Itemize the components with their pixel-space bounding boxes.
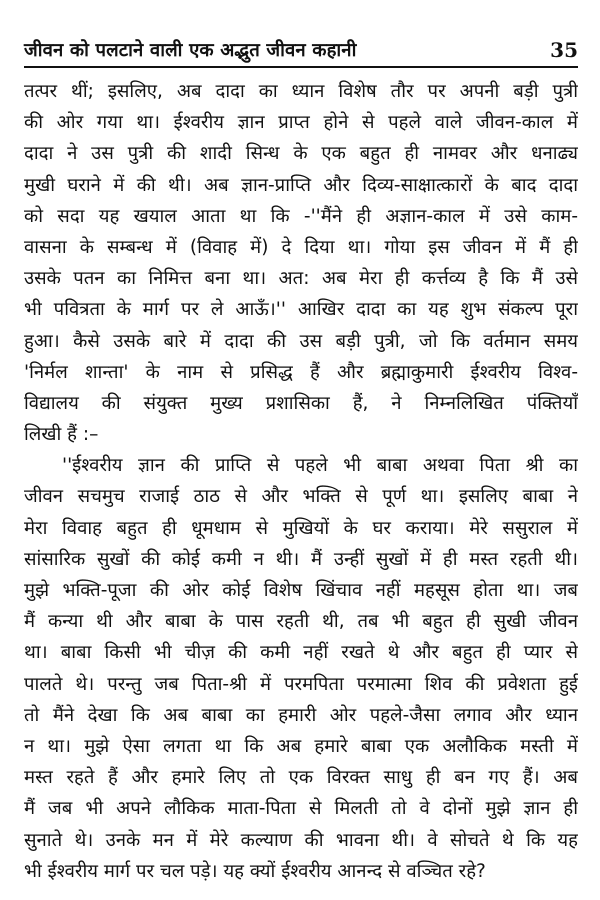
text-line: दादा ने उस पुत्री की शादी सिन्ध के एक बहुत ही नामवर और धनाढ्य [24, 143, 578, 165]
paragraph [24, 76, 578, 450]
text-line: तत्पर थीं; इसलिए, अब दादा का ध्यान विशेष तौर पर अपनी बड़ी पुत्री [24, 81, 578, 102]
text-line: मैं जब भी अपने लौकिक माता-पिता से मिलती तो वे दोनों मुझे ज्ञान ही [24, 798, 578, 820]
page-header [24, 22, 578, 68]
text-line: ''ईश्वरीय ज्ञान की प्राप्ति से पहले भी बाबा अथवा पिता श्री का [62, 455, 578, 477]
text-line: मुझे भक्ति-पूजा की ओर कोई विशेष खिंचाव नहीं महसूस होता था। जब [24, 580, 578, 601]
text-line: हुआ। कैसे उसके बारे में दादा की उस बड़ी पुत्री, जो कि वर्तमान समय [24, 330, 578, 352]
text-line: भी पवित्रता के मार्ग पर ले आऊँ।'' आखिर दादा का यह शुभ संकल्प पूरा [24, 299, 578, 321]
text-line: को सदा यह खयाल आता था कि -''मैंने ही अज्ञान-काल में उसे काम- [24, 205, 578, 227]
text-line: न था। मुझे ऐसा लगता था कि अब हमारे बाबा एक अलौकिक मस्ती में [24, 735, 578, 757]
text-line: जीवन सचमुच राजाई ठाठ से और भक्ति से पूर्ण था। इसलिए बाबा ने [24, 486, 578, 508]
text-line: वासना के सम्बन्ध में (विवाह में) दे दिया था। गोया इस जीवन में मैं ही [24, 236, 578, 258]
text-line: पालते थे। परन्तु जब पिता-श्री में परमपिता परमात्मा शिव की प्रवेशता हुई [24, 673, 578, 695]
text-line: मस्त रहते हैं और हमारे लिए तो एक विरक्त साधु ही बन गए हैं। अब [24, 767, 578, 789]
text-line: था। बाबा किसी भी चीज़ की कमी नहीं रखते थे और बहुत ही प्यार से [24, 642, 578, 664]
text-line: तो मैंने देखा कि अब बाबा का हमारी ओर पहले-जैसा लगाव और ध्यान [24, 704, 578, 726]
text-line: मैं कन्या थी और बाबा के पास रहती थी, तब भी बहुत ही सुखी जीवन [24, 611, 578, 633]
page-number: 35 [550, 38, 578, 62]
paragraph-container [24, 76, 578, 887]
text-line: लिखी हैं :– [24, 424, 99, 446]
text-line: मेरा विवाह बहुत ही धूमधाम से मुखियों के घर कराया। मेरे ससुराल में [24, 517, 578, 539]
text-line: 'निर्मल शान्ता' के नाम से प्रसिद्ध हैं और ब्रह्माकुमारी ईश्वरीय विश्व- [24, 361, 578, 383]
text-line: सांसारिक सुखों की कोई कमी न थी। मैं उन्हीं सुखों में ही मस्त रहती थी। [24, 548, 578, 570]
text-line: मुखी घराने में की थी। अब ज्ञान-प्राप्ति और दिव्य-साक्षात्कारों के बाद दादा [24, 174, 578, 196]
paragraph [24, 450, 578, 887]
running-title: जीवन को पलटाने वाली एक अद्भुत जीवन कहानी [24, 40, 357, 61]
body-text [24, 76, 578, 887]
text-line: विद्यालय की संयुक्त मुख्य प्रशासिका हैं, ने निम्नलिखित पंक्तियाँ [24, 392, 578, 414]
text-line: सुनाते थे। उनके मन में मेरे कल्याण की भावना थी। वे सोचते थे कि यह [24, 829, 578, 851]
text-line: की ओर गया था। ईश्वरीय ज्ञान प्राप्त होने से पहले वाले जीवन-काल में [24, 112, 578, 134]
text-line: उसके पतन का निमित्त बना था। अत: अब मेरा ही कर्त्तव्य है कि मैं उसे [24, 268, 578, 290]
text-line: भी ईश्वरीय मार्ग पर चल पड़े। यह क्यों ईश्वरीय आनन्द से वञ्चित रहे? [24, 860, 486, 882]
